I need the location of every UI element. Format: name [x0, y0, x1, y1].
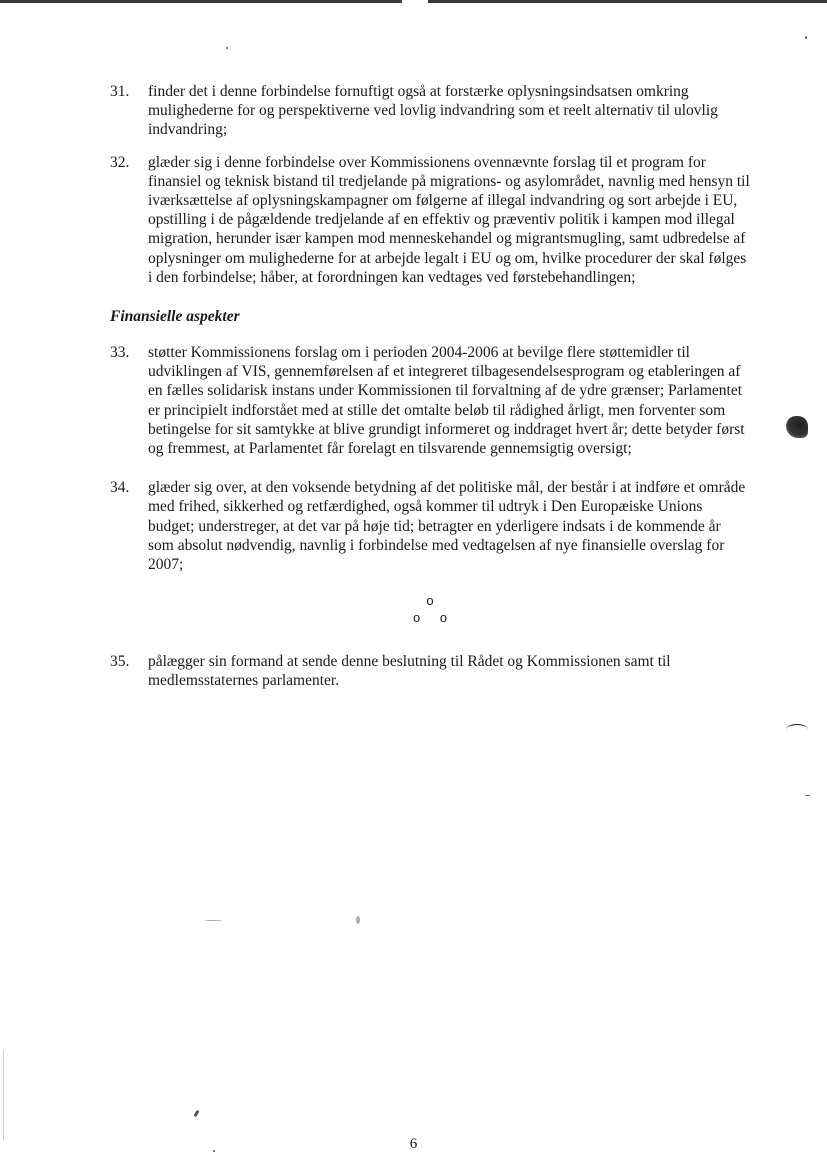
scan-speck [213, 1150, 215, 1152]
paragraph-text: finder det i denne forbindelse fornuftigt også at forstærke oplysningsindsatsen omkring mulighederne for og perspektiverne ved lovlig indvandring som et reelt alternativ til ulovlig indvandring; [148, 83, 718, 139]
scan-mark [786, 724, 808, 735]
paragraph-31 [110, 82, 750, 140]
paragraph-32 [110, 153, 750, 287]
paragraph-text: pålægger sin formand at sende denne beslutning til Rådet og Kommissionen samt til medlemsstaternes parlamenter. [148, 653, 671, 690]
paragraph-number: 35. [110, 653, 130, 671]
scan-speck [204, 920, 222, 921]
page-number: 6 [409, 1136, 418, 1152]
paragraph-number: 33. [110, 344, 130, 362]
paragraph-text: støtter Kommissionens forslag om i perioden 2004-2006 at bevilge flere støttemidler til udviklingen af VIS, gennemførelsen af et integreret tilbagesendelsesprogram og etableringen af en fælles solidarisk instans under Kommissionen til forvaltning af de ydre grænser; Parlamentet er principielt indforstået med at stille det omtalte beløb til rådighed årligt, men forventer som betingelse for sit samtykke at blive grundigt informeret og inddraget hvert år; dette betyder først og fremmest, at Parlamentet får forelagt en tilsvarende gennemsigtig oversigt; [148, 344, 745, 458]
scan-edge-line [3, 1050, 4, 1140]
separator-bottom-row [110, 609, 750, 626]
section-heading: Finansielle aspekter [110, 308, 240, 326]
section-separator [110, 592, 750, 626]
separator-top-circle: o [426, 593, 434, 609]
paragraph-number: 34. [110, 479, 130, 497]
scan-blot [786, 416, 808, 438]
paragraph-number: 32. [110, 153, 130, 171]
scan-top-edge-gap [402, 0, 428, 4]
paragraph-text: glæder sig over, at den voksende betydning af det politiske mål, der består i at indføre et område med frihed, sikkerhed og retfærdighed, også kommer til udtryk i Den Europæiske Unions budget; understreger, at det var på høje tid; betragter en yderligere indsats i de kommende år som absolut nødvendig, navnlig i forbindelse med vedtagelsen af nye finansielle overslag for 2007; [148, 479, 746, 574]
separator-right-circle: o [439, 610, 448, 626]
separator-left-circle: o [412, 610, 421, 626]
paragraph-text: glæder sig i denne forbindelse over Kommissionens ovennævnte forslag til et program for finansiel og teknisk bistand til tredjelande på migrations- og asylområdet, navnlig med hensyn til iværksættelse af oplysningskampagner om følgerne af illegal indvandring og sort arbejde i EU, opstilling i de pågældende tredjelande af en effektiv og præventiv politik i kampen mod illegal migration, herunder især kampen mod menneskehandel og migrantsmugling, samt udbredelse af oplysninger om mulighederne for at arbejde legalt i EU og om, hvilke procedurer der skal følges i den forbindelse; håber, at forordningen kan vedtages ved førstebehandlingen; [148, 153, 750, 286]
scan-speck [805, 36, 807, 39]
scan-speck [356, 916, 360, 924]
scan-speck [805, 795, 810, 796]
paragraph-33 [110, 343, 750, 458]
scan-speck [193, 1110, 199, 1118]
paragraph-34 [110, 478, 750, 574]
paragraph-number: 31. [110, 83, 130, 100]
scan-speck [226, 47, 228, 49]
paragraph-35 [110, 652, 750, 690]
document-body [110, 82, 750, 691]
